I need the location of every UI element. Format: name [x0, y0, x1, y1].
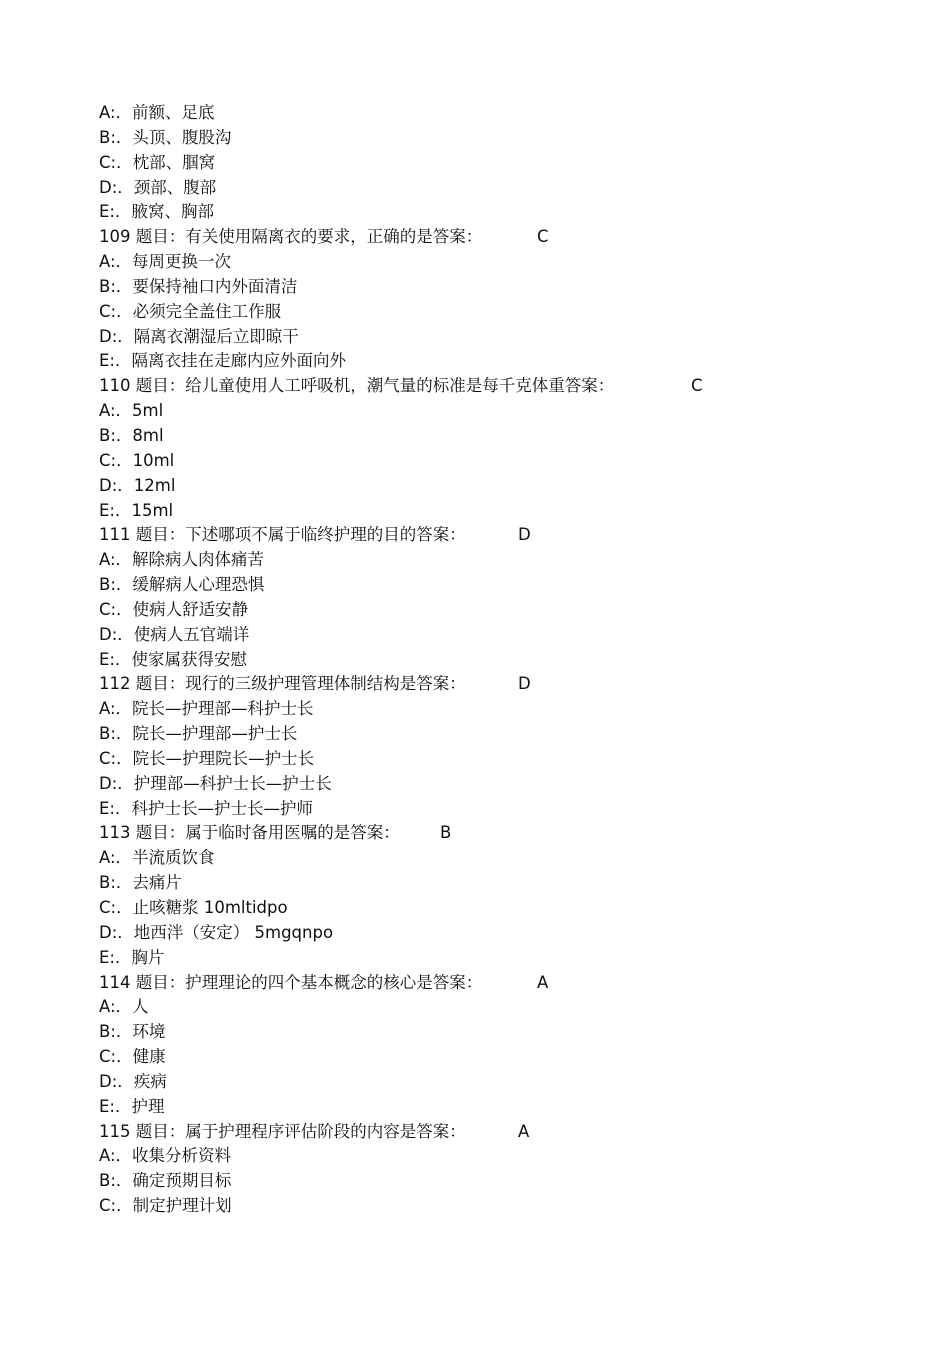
option-text: C:．止咳糖浆 10mltidpo	[99, 898, 288, 917]
answer-option	[99, 598, 919, 623]
answer-key: D	[518, 674, 531, 694]
option-text: B:．环境	[99, 1022, 166, 1042]
option-text: C:．制定护理计划	[99, 1196, 232, 1216]
answer-option	[99, 349, 919, 374]
answer-option	[99, 151, 919, 176]
question-text: 111 题目：下述哪项不属于临终护理的目的答案：	[99, 525, 466, 545]
answer-option	[99, 772, 919, 797]
option-text: B:．院长—护理部—护士长	[99, 724, 298, 744]
option-text: B:．8ml	[99, 425, 164, 445]
answer-option	[99, 1169, 919, 1194]
answer-key: A	[518, 1121, 530, 1141]
answer-option	[99, 176, 919, 201]
option-text: A:．人	[99, 997, 149, 1017]
question-text: 114 题目：护理理论的四个基本概念的核心是答案：	[99, 972, 483, 992]
option-text: E:．护理	[99, 1096, 165, 1116]
question-list	[99, 101, 919, 1219]
option-text: B:．确定预期目标	[99, 1171, 232, 1191]
option-text: A:．每周更换一次	[99, 252, 232, 272]
option-text: A:．解除病人肉体痛苦	[99, 550, 265, 570]
answer-option	[99, 623, 919, 648]
option-text: E:．隔离衣挂在走廊内应外面向外	[99, 351, 346, 371]
answer-option	[99, 300, 919, 325]
option-text: A:．收集分析资料	[99, 1146, 232, 1166]
question-stem	[99, 523, 919, 548]
option-text: C:．10ml	[99, 450, 175, 470]
answer-option	[99, 200, 919, 225]
answer-option	[99, 548, 919, 573]
answer-option	[99, 871, 919, 896]
answer-option	[99, 474, 919, 499]
option-text: D:．地西泮（安定） 5mgqnpo	[99, 922, 334, 942]
question-text: 109 题目：有关使用隔离衣的要求，正确的是答案：	[99, 227, 483, 247]
option-text: B:．缓解病人心理恐惧	[99, 575, 265, 595]
option-text: B:．头顶、腹股沟	[99, 127, 232, 147]
answer-option	[99, 697, 919, 722]
answer-option	[99, 995, 919, 1020]
option-text: A:．前额、足底	[99, 103, 215, 122]
answer-key: D	[518, 525, 531, 545]
question-stem	[99, 225, 919, 250]
option-text: D:．12ml	[99, 475, 176, 495]
option-text: E:．腋窝、胸部	[99, 202, 214, 222]
answer-option	[99, 275, 919, 300]
answer-option	[99, 1095, 919, 1120]
question-text: 110 题目：给儿童使用人工呼吸机，潮气量的标准是每千克体重答案：	[99, 376, 615, 396]
option-text: E:．使家属获得安慰	[99, 649, 247, 669]
option-text: A:．半流质饮食	[99, 848, 215, 868]
option-text: B:．去痛片	[99, 873, 182, 893]
option-text: A:．院长—护理部—科护士长	[99, 699, 314, 719]
answer-key: C	[691, 376, 703, 396]
option-text: D:．护理部—科护士长—护士长	[99, 773, 332, 793]
answer-option	[99, 846, 919, 871]
option-text: D:．颈部、腹部	[99, 177, 217, 197]
question-stem	[99, 672, 919, 697]
answer-option	[99, 1045, 919, 1070]
question-stem	[99, 1120, 919, 1145]
answer-option	[99, 1144, 919, 1169]
answer-key: C	[537, 227, 549, 247]
question-text: 115 题目：属于护理程序评估阶段的内容是答案：	[99, 1121, 466, 1141]
answer-key: A	[537, 972, 549, 992]
option-text: C:．健康	[99, 1047, 166, 1067]
question-stem	[99, 821, 919, 846]
option-text: C:．使病人舒适安静	[99, 599, 249, 619]
question-stem	[99, 374, 919, 399]
answer-option	[99, 126, 919, 151]
question-text: 113 题目：属于临时备用医嘱的是答案：	[99, 823, 400, 843]
option-text: C:．院长—护理院长—护士长	[99, 748, 315, 768]
answer-option	[99, 921, 919, 946]
answer-key: B	[440, 823, 452, 843]
document-page	[99, 101, 919, 1219]
option-text: C:．必须完全盖住工作服	[99, 301, 282, 321]
option-text: D:．隔离衣潮湿后立即晾干	[99, 326, 299, 346]
option-text: E:．15ml	[99, 500, 174, 520]
answer-option	[99, 896, 919, 921]
answer-option	[99, 424, 919, 449]
answer-option	[99, 1020, 919, 1045]
option-text: E:．胸片	[99, 947, 165, 967]
answer-option	[99, 499, 919, 524]
answer-option	[99, 449, 919, 474]
option-text: A:．5ml	[99, 401, 164, 421]
answer-option	[99, 722, 919, 747]
option-text: B:．要保持袖口内外面清洁	[99, 276, 298, 296]
answer-option	[99, 747, 919, 772]
answer-option	[99, 250, 919, 275]
question-stem	[99, 971, 919, 996]
answer-option	[99, 325, 919, 350]
question-text: 112 题目：现行的三级护理管理体制结构是答案：	[99, 674, 466, 694]
answer-option	[99, 946, 919, 971]
option-text: E:．科护士长—护士长—护师	[99, 798, 313, 818]
answer-option	[99, 573, 919, 598]
option-text: D:．使病人五官端详	[99, 624, 250, 644]
option-text: D:．疾病	[99, 1071, 167, 1091]
option-text: C:．枕部、腘窝	[99, 152, 216, 172]
answer-option	[99, 1070, 919, 1095]
answer-option	[99, 399, 919, 424]
answer-option	[99, 101, 919, 126]
answer-option	[99, 648, 919, 673]
answer-option	[99, 1194, 919, 1219]
answer-option	[99, 797, 919, 822]
